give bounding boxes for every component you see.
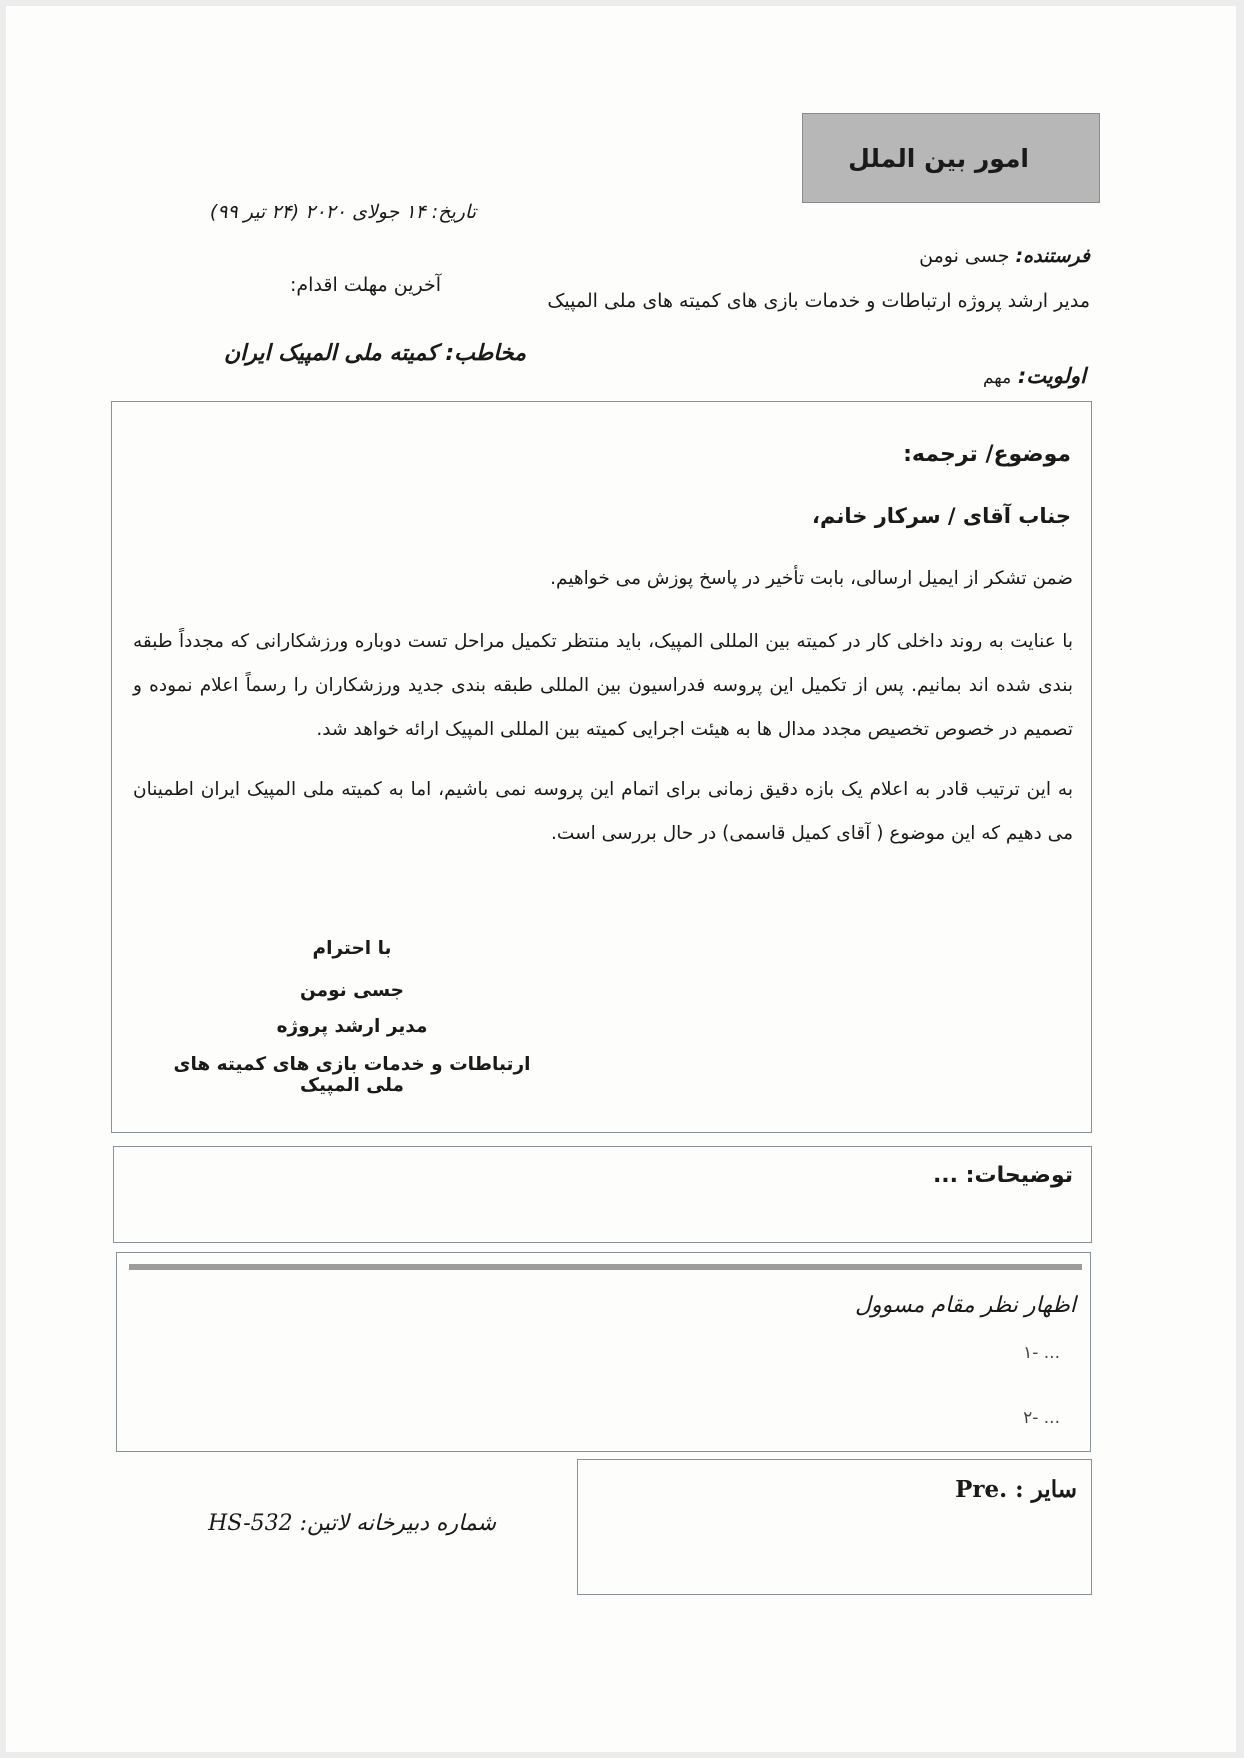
other-box: [577, 1459, 1092, 1595]
opinion-item-1: ۱- ...: [1023, 1343, 1060, 1363]
other-label: سایر : .Pre: [955, 1476, 1077, 1503]
subject-label: موضوع/ ترجمه:: [903, 442, 1071, 467]
signature-title: مدیر ارشد پروژه: [276, 1016, 428, 1037]
paragraph-2: با عنایت به روند داخلی کار در کمیته بین المللی المپیک، باید منتظر تکمیل مراحل تست دوباره ورزشکارانی که مجدداً طبقه بندی شده اند بمانیم. پس از تکمیل این پروسه فدراسیون بین المللی طبقه بندی جدید ورزشکاران را رسماً اعلام نموده و تصمیم در خصوص تخصیص مجدد مدال ها به هیئت اجرایی کمیته بین المللی المپیک ارائه خواهد شد.: [133, 631, 1073, 740]
official-opinion-box: [116, 1252, 1091, 1452]
secretariat-number: شماره دبیرخانه لاتین: HS-532: [208, 1511, 496, 1536]
opinion-title: اظهار نظر مقام مسوول: [855, 1293, 1076, 1318]
notes-box: [113, 1146, 1092, 1243]
deadline-label: آخرین مهلت اقدام:: [290, 274, 441, 296]
department-header: [802, 113, 1100, 203]
signature-closing: با احترام: [312, 938, 392, 959]
salutation: جناب آقای / سرکار خانم،: [812, 504, 1071, 528]
sender-name: جسی نومن: [919, 245, 1010, 267]
document-page: [6, 6, 1236, 1752]
priority-label: اولویت:: [1017, 364, 1086, 388]
priority-line: [886, 364, 1086, 388]
recipient: مخاطب: کمیته ملی المپیک ایران: [223, 341, 526, 366]
paragraph-3: به این ترتیب قادر به اعلام یک بازه دقیق زمانی برای اتمام این پروسه نمی باشیم، اما به کمیته ملی المپیک ایران اطمینان می دهیم که این موضوع ( آقای کمیل قاسمی) در حال بررسی است.: [133, 779, 1073, 844]
notes-label: توضیحات: ...: [932, 1163, 1073, 1188]
divider-bar: [129, 1264, 1082, 1270]
sender-role: مدیر ارشد پروژه ارتباطات و خدمات بازی های کمیته های ملی المپیک: [547, 290, 1090, 312]
paragraph-1: ضمن تشکر از ایمیل ارسالی، بابت تأخیر در پاسخ پوزش می خواهیم.: [550, 568, 1073, 589]
signature-department: ارتباطات و خدمات بازی های کمیته های ملی المپیک: [173, 1054, 531, 1096]
signature-name: جسی نومن: [300, 980, 404, 1001]
opinion-item-2: ۲- ...: [1023, 1408, 1060, 1428]
sender-label: فرستنده:: [1015, 245, 1090, 267]
sender-line: [566, 245, 1090, 267]
letter-date: تاریخ: ۱۴ جولای ۲۰۲۰ (۲۴ تیر ۹۹): [209, 201, 476, 223]
priority-value: مهم: [982, 368, 1012, 388]
department-title: امور بین الملل: [848, 143, 1029, 173]
letter-body-box: [111, 401, 1092, 1133]
